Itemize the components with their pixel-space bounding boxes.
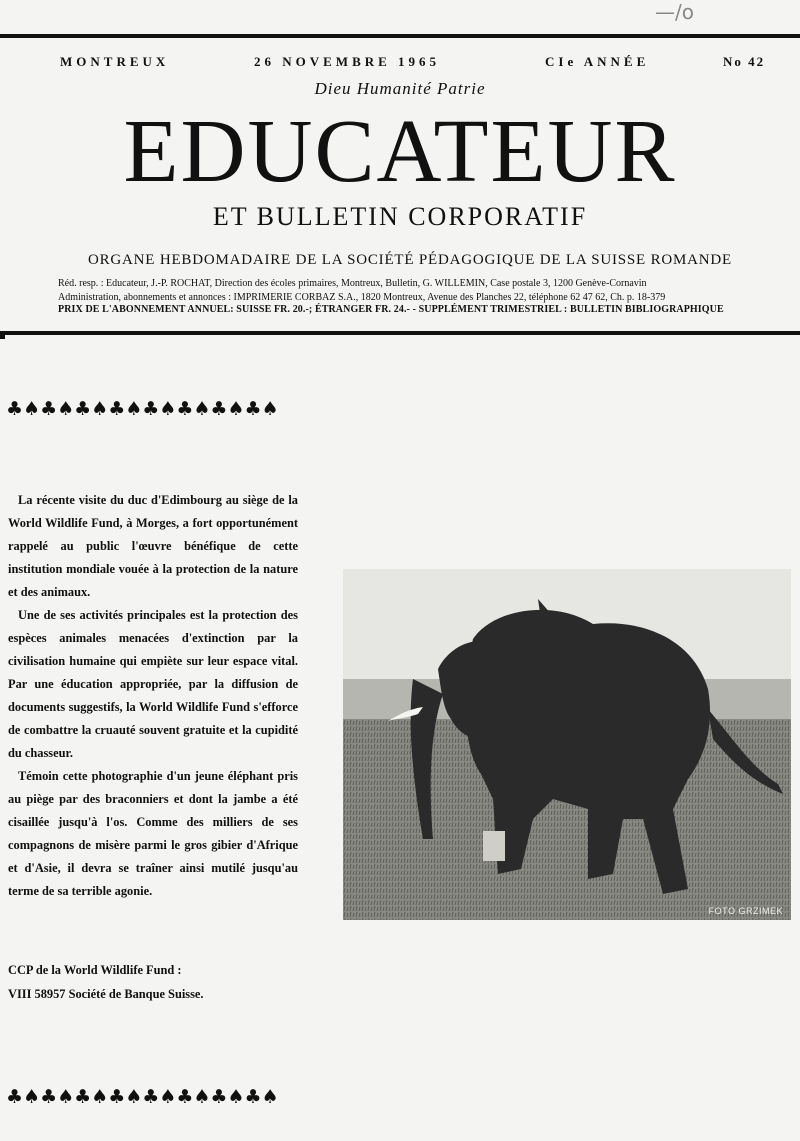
ccp-block (8, 958, 308, 1006)
masthead-city: MONTREUX (60, 54, 170, 69)
masthead-year: CIe ANNÉE (545, 54, 650, 69)
masthead-bottom-rule (0, 331, 800, 335)
photo-credit: FOTO GRZIMEK (708, 906, 783, 916)
article-body (8, 489, 298, 903)
editor-credit-line: Réd. resp. : Educateur, J.-P. ROCHAT, Direction des écoles primaires, Montreux, Bulletin, G. WILLEMIN, Case postale 3, 1200 Genève-Cornavin (58, 278, 647, 289)
motto: Dieu Humanité Patrie (314, 79, 486, 98)
ornament-border-top: ♣♠♣♠♣♠♣♠♣♠♣♠♣♠♣♠ (6, 398, 279, 420)
page-title: EDUCATEUR (123, 102, 677, 201)
administration-line: Administration, abonnements et annonces : IMPRIMERIE CORBAZ S.A., 1820 Montreux, Avenue des Planches 22, téléphone 62 47 62, Ch. p. 18-379 (58, 292, 666, 303)
injured-leg (483, 831, 505, 861)
masthead-info-line (0, 54, 800, 72)
handwritten-mark: —/o (655, 0, 694, 24)
article-paragraph: La récente visite du duc d'Edimbourg au siège de la World Wildlife Fund, à Morges, a fort opportunément rappelé au public l'œuvre bénéfique de cette institution mondiale vouée à la protection de la nature et des animaux. (8, 493, 298, 599)
ornament-border-bottom: ♣♠♣♠♣♠♣♠♣♠♣♠♣♠♣♠ (6, 1086, 279, 1108)
ccp-line: VIII 58957 Société de Banque Suisse. (8, 987, 204, 1001)
subscription-price-line: PRIX DE L'ABONNEMENT ANNUEL: SUISSE FR. 20.-; ÉTRANGER FR. 24.- - SUPPLÉMENT TRIMESTRIEL : BULLETIN BIBLIOGRAPHIQUE (58, 304, 724, 315)
subtitle: ET BULLETIN CORPORATIF (212, 202, 588, 231)
masthead-date: 26 NOVEMBRE 1965 (254, 54, 441, 69)
organ-line: ORGANE HEBDOMADAIRE DE LA SOCIÉTÉ PÉDAGOGIQUE DE LA SUISSE ROMANDE (87, 252, 733, 268)
article-paragraph: Une de ses activités principales est la protection des espèces animales menacées d'extinction par la civilisation humaine qui empiète sur leur espace vital. Par une éducation appropriée, par la diffusion de documents suggestifs, la World Wildlife Fund s'efforce de combattre la cruauté souvent gratuite et la cupidité du chasseur. (8, 608, 298, 760)
masthead-number: No 42 (723, 54, 766, 69)
elephant-photo (343, 569, 791, 920)
top-rule (0, 34, 800, 38)
elephant-illustration (343, 569, 791, 920)
left-margin-mark (0, 333, 5, 339)
article-paragraph: Témoin cette photographie d'un jeune éléphant pris au piège par des braconniers et dont la jambe a été cisaillée jusqu'à l'os. Comme des milliers de ses compagnons de misère parmi le gros gibier d'Afrique et d'Asie, il devra se traîner ainsi mutilé jusqu'au terme de sa terrible agonie. (8, 769, 298, 898)
ccp-line: CCP de la World Wildlife Fund : (8, 963, 182, 977)
